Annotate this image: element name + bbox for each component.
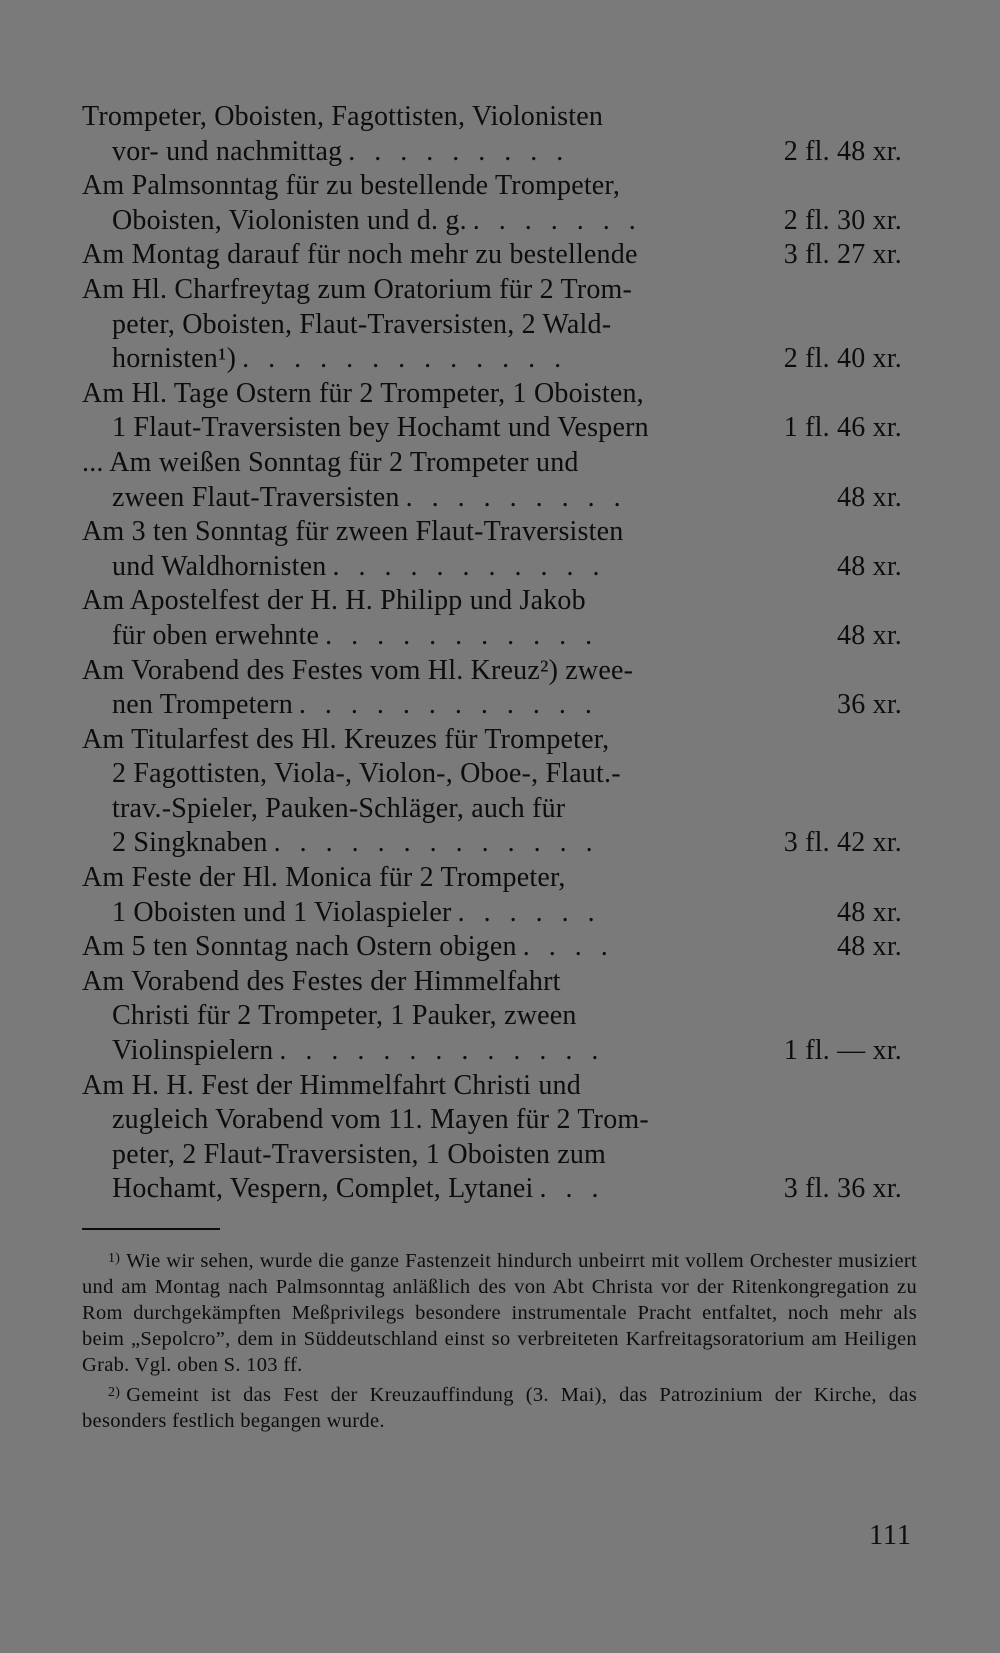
fee-entry xyxy=(82,446,902,515)
leader-dots: . . . . . . . . . xyxy=(348,135,570,167)
entry-line xyxy=(82,999,902,1034)
entry-line xyxy=(82,411,902,446)
footnote-marker: 2) xyxy=(108,1385,121,1400)
fee-entry xyxy=(82,1069,902,1207)
leader-dots: . . . . xyxy=(522,931,614,963)
entry-text: Am Hl. Tage Ostern für 2 Trompeter, 1 Oboisten, xyxy=(82,377,644,409)
entry-line xyxy=(82,135,902,170)
entry-line xyxy=(82,273,902,308)
entry-text: Am H. H. Fest der Himmelfahrt Christi und xyxy=(82,1069,581,1101)
entry-price: 3 fl. 27 xr. xyxy=(783,239,902,271)
footnote-text: Gemeint ist das Fest der Kreuzauffindung (3. Mai), das Patrozinium der Kirche, das besonders festlich begangen wurde. xyxy=(82,1384,917,1432)
entry-price: 2 fl. 48 xr. xyxy=(783,135,902,167)
entry-text: Am Apostelfest der H. H. Philipp und Jakob xyxy=(82,585,586,617)
fee-entry xyxy=(82,515,902,584)
entry-line xyxy=(82,481,902,516)
entry-text: Am Feste der Hl. Monica für 2 Trompeter, xyxy=(82,862,566,894)
entry-line xyxy=(82,584,902,619)
entry-line xyxy=(82,550,902,585)
fee-entry xyxy=(82,584,902,653)
leader-dots: . . . . . . . . . . . xyxy=(325,619,599,651)
entry-line xyxy=(82,826,902,861)
fee-entry xyxy=(82,273,902,377)
entry-text: Am Vorabend des Festes der Himmelfahrt xyxy=(82,965,561,997)
entry-text: peter, 2 Flaut-Traversisten, 1 Oboisten zum xyxy=(112,1138,607,1170)
entry-line xyxy=(82,100,902,135)
entry-line xyxy=(82,1172,902,1207)
entry-price: 36 xr. xyxy=(837,689,902,721)
entry-text: zugleich Vorabend vom 11. Mayen für 2 Trom- xyxy=(112,1104,649,1136)
entry-line xyxy=(82,654,902,689)
entry-text: Violinspielern xyxy=(112,1035,274,1067)
entry-text: vor- und nachmittag xyxy=(112,135,343,167)
entry-text: Am 5 ten Sonntag nach Ostern obigen xyxy=(82,931,517,963)
footnotes xyxy=(82,1246,917,1436)
entry-price: 1 fl. — xr. xyxy=(783,1035,902,1067)
entry-line xyxy=(82,1103,902,1138)
footnote-1 xyxy=(82,1246,917,1378)
entry-text: hornisten¹) xyxy=(112,343,237,375)
entry-text: Christi für 2 Trompeter, 1 Pauker, zween xyxy=(112,1000,577,1032)
entry-text: und Waldhornisten xyxy=(112,550,327,582)
leader-dots: . . . xyxy=(539,1173,605,1205)
fee-entry xyxy=(82,169,902,238)
entry-price: 2 fl. 40 xr. xyxy=(783,343,902,375)
entry-line xyxy=(82,204,902,239)
entry-line xyxy=(82,619,902,654)
entry-text: Am Palmsonntag für zu bestellende Trompeter, xyxy=(82,170,621,202)
entry-line xyxy=(82,1034,902,1069)
entry-text: 1 Flaut-Traversisten bey Hochamt und Vespern xyxy=(112,412,649,444)
entry-text: Am Montag darauf für noch mehr zu bestellende xyxy=(82,239,638,271)
entry-text: peter, Oboisten, Flaut-Traversisten, 2 Wald- xyxy=(112,308,612,340)
entry-price: 3 fl. 36 xr. xyxy=(783,1173,902,1205)
leader-dots: . . . . . . . . . . . xyxy=(332,550,606,582)
leader-dots: . . . . . . . xyxy=(472,204,642,236)
leader-dots: . . . . . . . . . xyxy=(405,481,627,513)
footnote-marker: 1) xyxy=(108,1251,121,1266)
entry-line xyxy=(82,1069,902,1104)
entry-text: Oboisten, Violonisten und d. g. xyxy=(112,204,467,236)
entry-text: nen Trompetern xyxy=(112,689,293,721)
footnote-2 xyxy=(82,1380,917,1434)
entry-text: Hochamt, Vespern, Complet, Lytanei xyxy=(112,1173,534,1205)
entry-line xyxy=(82,342,902,377)
fee-entry xyxy=(82,377,902,446)
entry-line xyxy=(82,1138,902,1173)
entry-price: 48 xr. xyxy=(837,931,902,963)
fee-entry xyxy=(82,930,902,965)
entry-line xyxy=(82,930,902,965)
fee-entry xyxy=(82,238,902,273)
entry-text: Am 3 ten Sonntag für zween Flaut-Traversisten xyxy=(82,516,624,548)
entry-text: Am Titularfest des Hl. Kreuzes für Trompeter, xyxy=(82,723,610,755)
entry-line xyxy=(82,792,902,827)
entry-price: 48 xr. xyxy=(837,896,902,928)
fee-entry xyxy=(82,965,902,1069)
leader-dots: . . . . . . . . . . . . . xyxy=(273,827,599,859)
entry-text: Trompeter, Oboisten, Fagottisten, Violonisten xyxy=(82,101,604,132)
entry-line xyxy=(82,688,902,723)
leader-dots: . . . . . . xyxy=(457,896,601,928)
entry-price: 1 fl. 46 xr. xyxy=(783,412,902,444)
entry-line xyxy=(82,896,902,931)
entry-price: 48 xr. xyxy=(837,550,902,582)
entry-text: 2 Fagottisten, Viola-, Violon-, Oboe-, Flaut.- xyxy=(112,758,621,790)
entry-line xyxy=(82,861,902,896)
fee-entry xyxy=(82,723,902,861)
fee-entry xyxy=(82,861,902,930)
entry-text: ... Am weißen Sonntag für 2 Trompeter und xyxy=(82,446,579,478)
entry-price: 48 xr. xyxy=(837,619,902,651)
footnote-text: Wie wir sehen, wurde die ganze Fastenzeit hindurch unbeirrt mit vollem Orchester musiziert und am Montag nach Palmsonntag anläßlich des von Abt Christa vor der Ritenkongregation zu Rom durchgekämpften Meßprivilegs besondere instrumentale Pracht entfaltet, noch mehr als beim „Sepolcro”, dem in Süddeutschland einst so verbreiteten Karfreitagsoratorium am Heiligen Grab. Vgl. oben S. 103 ff. xyxy=(82,1250,917,1376)
entry-text: Am Hl. Charfreytag zum Oratorium für 2 Trom- xyxy=(82,273,633,305)
page-number: 111 xyxy=(869,1520,912,1551)
entry-line xyxy=(82,377,902,412)
leader-dots: . . . . . . . . . . . . . xyxy=(279,1035,605,1067)
leader-dots: . . . . . . . . . . . . xyxy=(298,689,598,721)
entry-text: zween Flaut-Traversisten xyxy=(112,481,400,513)
fee-entry xyxy=(82,100,902,169)
entry-line xyxy=(82,238,902,273)
entry-line xyxy=(82,308,902,343)
entry-line xyxy=(82,965,902,1000)
entry-price: 2 fl. 30 xr. xyxy=(783,204,902,236)
entry-line xyxy=(82,169,902,204)
entry-text: 2 Singknaben xyxy=(112,827,268,859)
entry-text: trav.-Spieler, Pauken-Schläger, auch für xyxy=(112,792,566,824)
entry-line xyxy=(82,446,902,481)
leader-dots: . . . . . . . . . . . . . xyxy=(242,343,568,375)
entry-price: 48 xr. xyxy=(837,481,902,513)
entry-text: 1 Oboisten und 1 Violaspieler xyxy=(112,896,452,928)
entry-line xyxy=(82,515,902,550)
fee-list xyxy=(82,100,902,1207)
entry-text: für oben erwehnte xyxy=(112,619,320,651)
entry-line xyxy=(82,723,902,758)
entry-price: 3 fl. 42 xr. xyxy=(783,827,902,859)
entry-text: Am Vorabend des Festes vom Hl. Kreuz²) zwee- xyxy=(82,654,634,686)
entry-line xyxy=(82,757,902,792)
fee-entry xyxy=(82,654,902,723)
footnote-divider xyxy=(82,1228,220,1230)
